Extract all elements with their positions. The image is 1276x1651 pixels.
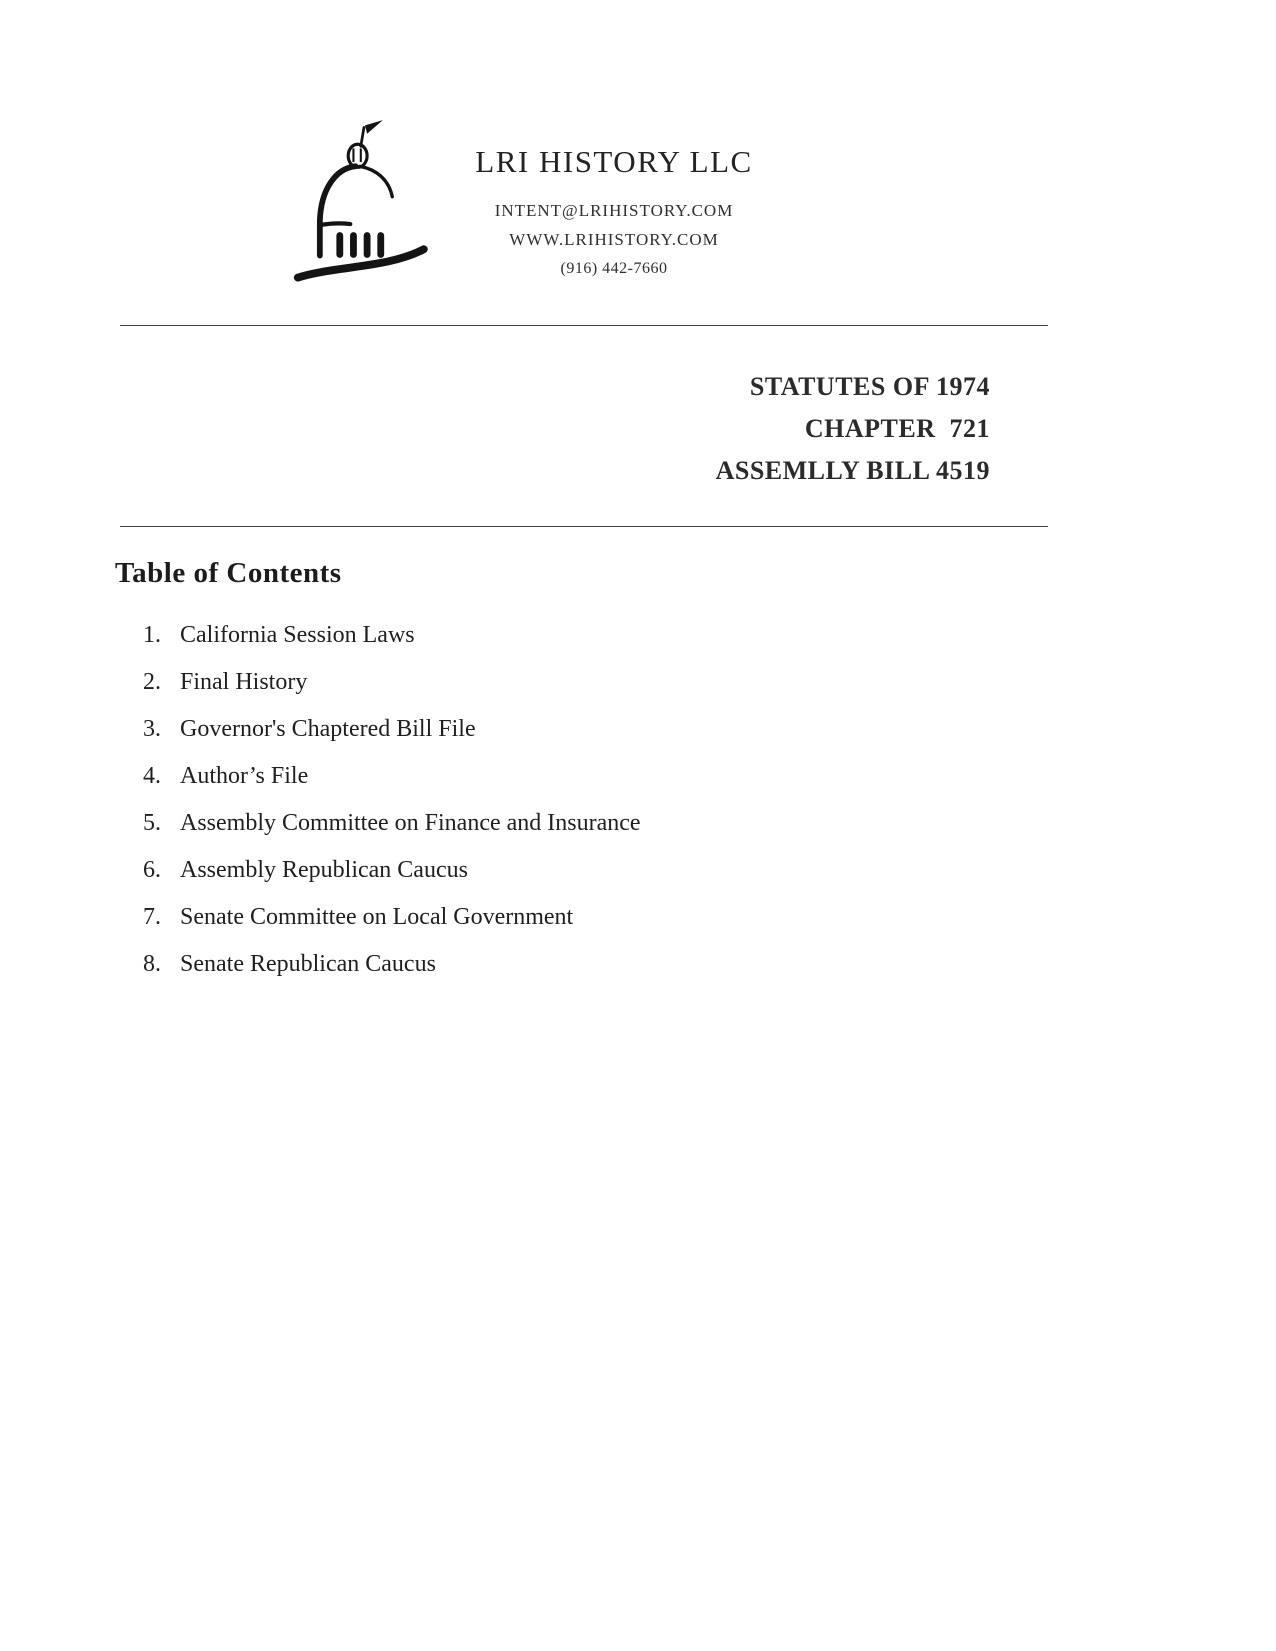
toc-item-number: 4. xyxy=(143,763,161,789)
toc-item xyxy=(143,810,641,857)
toc-item-number: 7. xyxy=(143,904,161,930)
toc-item-label: California Session Laws xyxy=(180,622,415,648)
statutes-line: STATUTES OF 1974 xyxy=(749,372,990,401)
toc-item xyxy=(143,716,641,763)
divider-bottom xyxy=(120,526,1048,527)
toc-item-number: 3. xyxy=(143,716,161,742)
toc-item-label: Author’s File xyxy=(180,763,309,789)
toc-item-label: Senate Republican Caucus xyxy=(180,951,436,977)
capitol-dome-logo-icon xyxy=(290,118,440,286)
company-name: LRI HISTORY LLC xyxy=(475,144,753,179)
company-website: WWW.LRIHISTORY.COM xyxy=(509,230,719,249)
letterhead-text xyxy=(474,118,754,283)
toc-item-number: 2. xyxy=(143,669,161,695)
toc-item xyxy=(143,951,641,998)
chapter-line: CHAPTER 721 xyxy=(804,414,990,443)
toc-item-number: 1. xyxy=(143,622,161,648)
letterhead xyxy=(290,118,754,286)
toc-item-label: Final History xyxy=(180,669,308,695)
toc-item-label: Senate Committee on Local Government xyxy=(180,904,574,930)
toc-list xyxy=(143,622,641,998)
company-phone: (916) 442-7660 xyxy=(560,260,668,277)
toc-item xyxy=(143,904,641,951)
divider-top xyxy=(120,325,1048,326)
toc-item-label: Governor's Chaptered Bill File xyxy=(180,716,476,742)
toc-item-label: Assembly Committee on Finance and Insurance xyxy=(180,810,641,836)
toc-item-number: 5. xyxy=(143,810,161,836)
title-block xyxy=(716,366,990,492)
toc-item xyxy=(143,763,641,810)
toc-item xyxy=(143,622,641,669)
toc-item xyxy=(143,857,641,904)
toc-heading: Table of Contents xyxy=(115,557,342,589)
toc-item-label: Assembly Republican Caucus xyxy=(180,857,468,883)
toc-item-number: 8. xyxy=(143,951,161,977)
bill-line: ASSEMLLY BILL 4519 xyxy=(715,456,990,485)
toc-item xyxy=(143,669,641,716)
toc-item-number: 6. xyxy=(143,857,161,883)
company-email: INTENT@LRIHISTORY.COM xyxy=(494,201,734,220)
